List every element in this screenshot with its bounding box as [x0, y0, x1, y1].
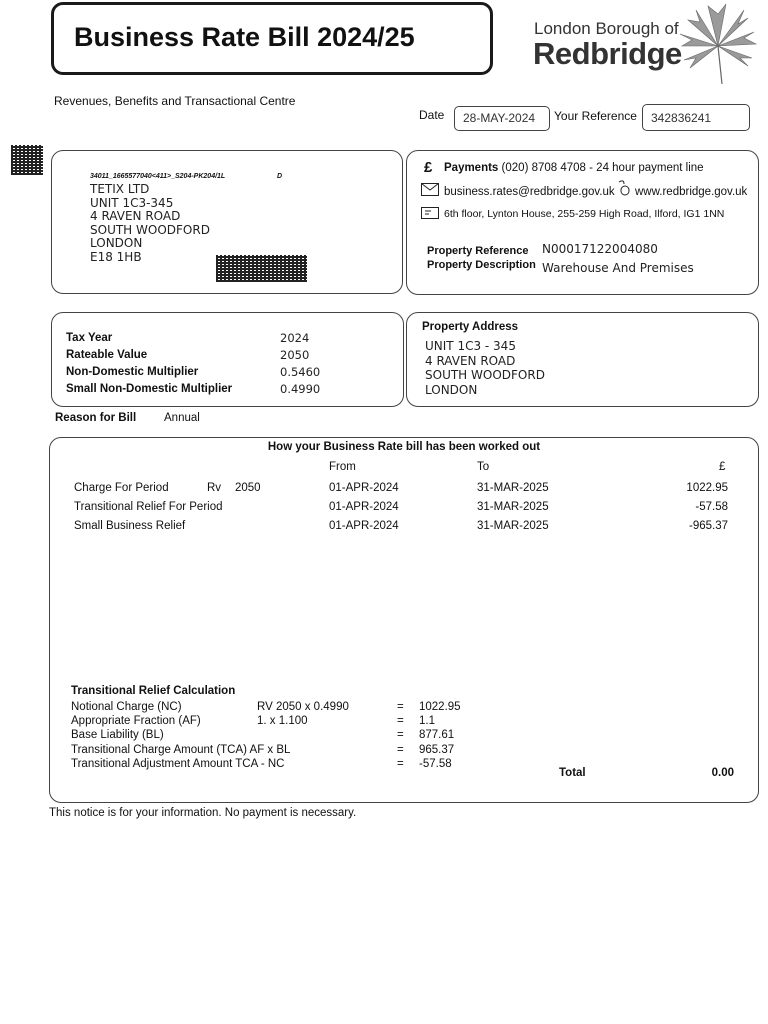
tr-formula: 1. x 1.100 [257, 715, 308, 728]
property-reference-value: N00017122004080 [542, 242, 658, 256]
tr-equals: = [397, 701, 404, 713]
tr-label: Notional Charge (NC) [71, 701, 182, 713]
to-date: 31-MAR-2025 [477, 501, 549, 513]
property-reference-label: Property Reference [427, 245, 529, 257]
property-address-label: Property Address [422, 321, 519, 333]
tr-value: 877.61 [419, 729, 455, 742]
leaf-logo-icon [678, 2, 758, 86]
table-row [71, 743, 491, 757]
rv-label: Rv [207, 482, 222, 494]
total-label: Total [559, 767, 586, 779]
table-row [74, 517, 728, 536]
address-line: UNIT 1C3 - 345 [425, 339, 516, 353]
table-row [71, 700, 491, 714]
tr-value: 965.37 [419, 743, 455, 756]
office-address: 6th floor, Lynton House, 255-259 High Road, Ilford, IG1 1NN [444, 208, 725, 220]
calculation-heading: How your Business Rate bill has been worked out [267, 441, 541, 453]
property-description-label: Property Description [427, 259, 536, 271]
reason-label: Reason for Bill [55, 412, 137, 424]
tr-equals: = [397, 715, 404, 728]
charge-desc: Transitional Relief For Period [74, 501, 223, 513]
payments-label: Payments [444, 162, 499, 174]
charges-table [74, 479, 728, 536]
mail-code-suffix: D [277, 173, 283, 180]
tr-label: Transitional Adjustment Amount TCA - NC [71, 757, 285, 770]
col-from-header: From [329, 461, 356, 473]
rv-value: 2050 [235, 482, 261, 494]
address-line: TETIX LTD [90, 182, 150, 196]
barcode-icon [216, 255, 307, 282]
charge-desc: Charge For Period [74, 482, 169, 494]
council-name-line2: Redbridge [533, 36, 682, 71]
amount: -965.37 [688, 520, 728, 532]
transitional-table [71, 700, 491, 771]
tax-value: 2024 [280, 331, 310, 345]
reference-field: 342836241 [642, 104, 750, 131]
tr-label: Appropriate Fraction (AF) [71, 715, 201, 728]
amount: -57.58 [695, 501, 728, 513]
charge-desc: Small Business Relief [74, 520, 186, 532]
pound-icon: £ [424, 159, 433, 176]
tr-equals: = [397, 743, 404, 756]
address-line: SOUTH WOODFORD [90, 222, 210, 237]
tax-label: Tax Year [66, 332, 113, 344]
to-date: 31-MAR-2025 [477, 520, 549, 532]
address-line: SOUTH WOODFORD [425, 368, 545, 382]
col-to-header: To [477, 461, 490, 473]
tax-label: Rateable Value [66, 349, 148, 361]
table-row [71, 728, 491, 742]
page-title: Business Rate Bill 2024/25 [74, 22, 415, 52]
tax-details-table [66, 330, 326, 398]
total-value: 0.00 [711, 767, 734, 779]
tax-row [66, 330, 326, 347]
date-label: Date [419, 108, 445, 122]
from-date: 01-APR-2024 [329, 482, 399, 494]
address-line: 4 RAVEN ROAD [90, 209, 181, 224]
tax-value: 0.5460 [280, 365, 321, 379]
tr-formula: RV 2050 x 0.4990 [257, 701, 349, 713]
email-link[interactable]: business.rates@redbridge.gov.uk [444, 186, 615, 198]
qr-code-icon [11, 145, 43, 175]
tax-label: Small Non-Domestic Multiplier [66, 383, 233, 395]
addressee-address [90, 183, 210, 265]
table-row [71, 757, 491, 771]
payments-text: (020) 8708 4708 - 24 hour payment line [501, 162, 704, 174]
address-line: E18 1HB [90, 249, 142, 264]
reason-value: Annual [164, 412, 200, 424]
from-date: 01-APR-2024 [329, 520, 399, 532]
mouse-icon [616, 180, 632, 196]
col-amount-header: £ [719, 461, 726, 473]
tr-label: Base Liability (BL) [71, 729, 164, 742]
amount: 1022.95 [686, 482, 728, 494]
tax-row [66, 364, 326, 381]
tr-equals: = [397, 729, 404, 742]
address-line: 4 RAVEN ROAD [425, 353, 516, 368]
mail-code: 34011_1665577040<411>_S204-PK204/1L [90, 173, 226, 180]
table-row [74, 498, 728, 517]
tr-value: 1.1 [419, 715, 435, 728]
tr-formula [257, 728, 397, 742]
to-date: 31-MAR-2025 [477, 482, 549, 494]
tax-label: Non-Domestic Multiplier [66, 366, 199, 378]
address-line: UNIT 1C3-345 [90, 195, 174, 210]
reference-label: Your Reference [554, 109, 637, 123]
tax-value: 0.4990 [280, 382, 321, 396]
table-row [74, 479, 728, 498]
building-icon [421, 205, 439, 219]
address-line: LONDON [425, 382, 478, 397]
tr-value: -57.58 [419, 757, 452, 770]
transitional-heading: Transitional Relief Calculation [71, 685, 236, 697]
payments-line [444, 162, 704, 174]
envelope-icon [421, 183, 439, 196]
footer-note: This notice is for your information. No payment is necessary. [49, 807, 357, 819]
table-row [71, 714, 491, 728]
tr-value: 1022.95 [419, 701, 461, 713]
from-date: 01-APR-2024 [329, 501, 399, 513]
property-address [425, 339, 545, 397]
date-field: 28-MAY-2024 [454, 106, 550, 131]
tax-value: 2050 [280, 348, 310, 362]
tax-row [66, 381, 326, 398]
centre-name: Revenues, Benefits and Transactional Centre [54, 94, 296, 108]
address-line: LONDON [90, 236, 143, 251]
tr-label: Transitional Charge Amount (TCA) AF x BL [71, 743, 291, 756]
website-link[interactable]: www.redbridge.gov.uk [635, 186, 748, 198]
tax-row [66, 347, 326, 364]
tr-equals: = [397, 757, 404, 770]
property-description-value: Warehouse And Premises [542, 261, 694, 275]
council-name-line1: London Borough of [534, 19, 679, 38]
